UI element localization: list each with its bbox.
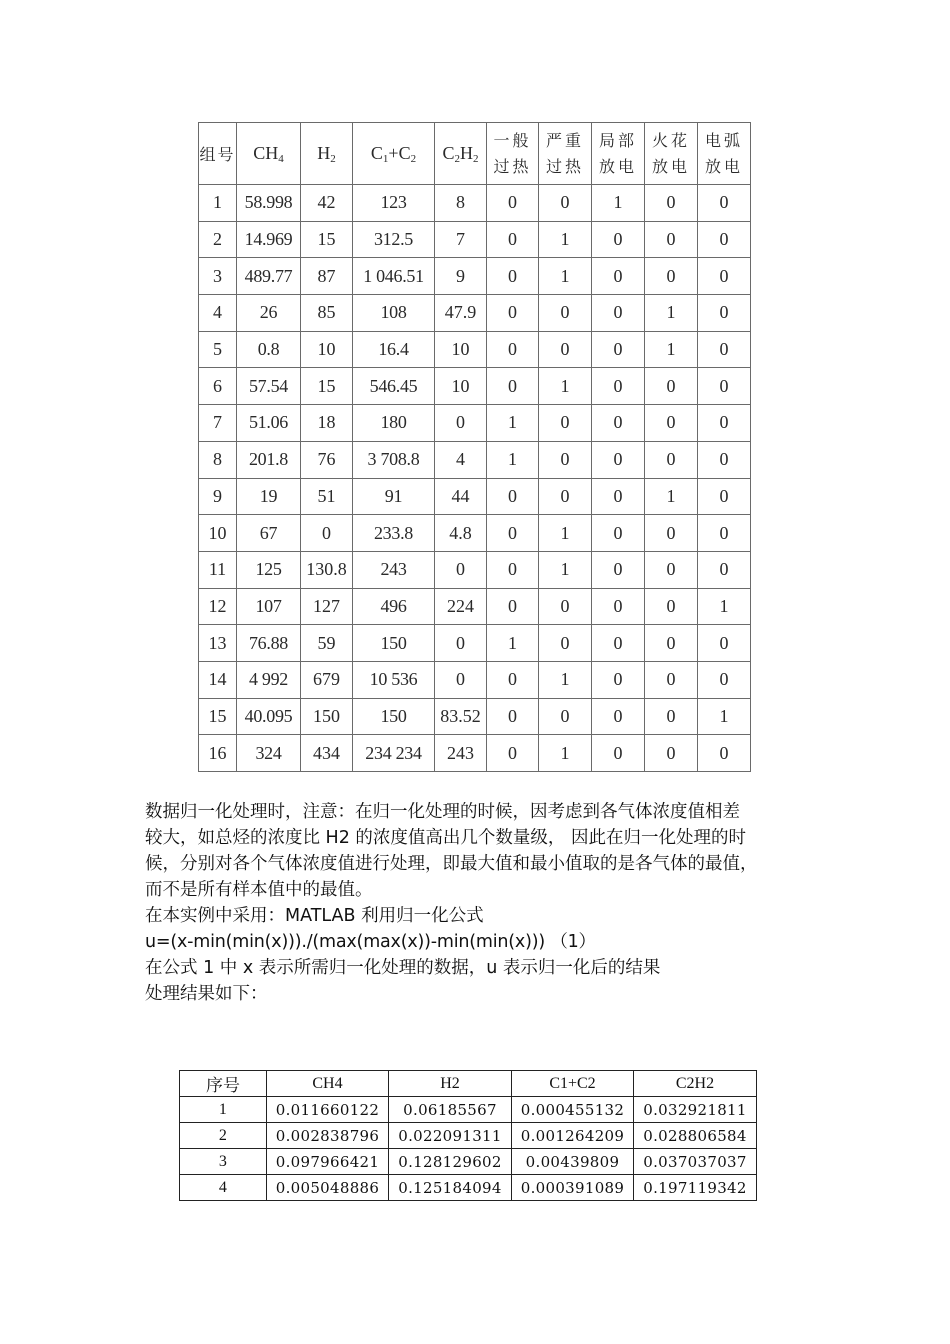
table-cell: 127 — [301, 588, 353, 625]
table-cell: 0 — [539, 405, 592, 442]
table-cell: 0 — [435, 661, 487, 698]
table-cell: 4.8 — [435, 515, 487, 552]
table-cell: 0 — [487, 515, 539, 552]
table-cell: 1 — [487, 441, 539, 478]
table-cell: 0 — [698, 368, 751, 405]
gas-table-row — [199, 735, 751, 772]
table-cell: 679 — [301, 661, 353, 698]
table-cell: 9 — [435, 258, 487, 295]
table-cell: 0 — [539, 185, 592, 222]
table-cell: 0 — [539, 478, 592, 515]
header-arc-discharge: 电弧 放电 — [698, 123, 751, 185]
table-cell: 0 — [645, 551, 698, 588]
table-cell: 4 — [435, 441, 487, 478]
table-cell: 0 — [592, 478, 645, 515]
gas-table-row — [199, 258, 751, 295]
table-cell: 4 — [199, 295, 237, 332]
table-cell: 0 — [698, 735, 751, 772]
table-cell: 107 — [237, 588, 301, 625]
table-cell: 0 — [592, 221, 645, 258]
table-cell: 1 — [645, 478, 698, 515]
table-cell: 0.000455132 — [512, 1097, 634, 1123]
table-cell: 0 — [698, 478, 751, 515]
table-cell: 76.88 — [237, 625, 301, 662]
table-cell: 1 — [539, 258, 592, 295]
table-cell: 87 — [301, 258, 353, 295]
table-cell: 0 — [435, 405, 487, 442]
table-cell: 0 — [645, 185, 698, 222]
table-cell: 40.095 — [237, 698, 301, 735]
table-cell: 0 — [698, 185, 751, 222]
table-cell: 10 — [199, 515, 237, 552]
normalized-result-table — [179, 1070, 757, 1201]
paragraph-line: 在本实例中采用：MATLAB 利用归一化公式 — [145, 906, 484, 926]
table-cell: 0 — [645, 515, 698, 552]
header-partial-discharge: 局部 放电 — [592, 123, 645, 185]
table-cell: 0 — [698, 405, 751, 442]
table-cell: 224 — [435, 588, 487, 625]
table-cell: 0 — [592, 625, 645, 662]
table-cell: 243 — [353, 551, 435, 588]
gas-table-row — [199, 551, 751, 588]
gas-table-row — [199, 221, 751, 258]
table-cell: 0.000391089 — [512, 1175, 634, 1201]
table-cell: 0 — [592, 551, 645, 588]
table-cell: 1 — [199, 185, 237, 222]
table-cell: 0 — [698, 221, 751, 258]
table-cell: 0 — [539, 698, 592, 735]
table-cell: 51 — [301, 478, 353, 515]
table-cell: 1 — [539, 515, 592, 552]
table-cell: 0 — [487, 295, 539, 332]
table-cell: 150 — [353, 698, 435, 735]
table-cell: 42 — [301, 185, 353, 222]
table-cell: 0.001264209 — [512, 1123, 634, 1149]
table-cell: 0.011660122 — [267, 1097, 389, 1123]
table-cell: 0 — [698, 258, 751, 295]
result-table-header-row — [180, 1071, 757, 1097]
table-cell: 0 — [487, 331, 539, 368]
table-cell: 7 — [435, 221, 487, 258]
table-cell: 0 — [698, 331, 751, 368]
header-general-overheat: 一般 过热 — [487, 123, 539, 185]
gas-table-row — [199, 661, 751, 698]
table-cell: 14.969 — [237, 221, 301, 258]
header-h2: $H_2$ — [301, 123, 353, 185]
table-cell: 47.9 — [435, 295, 487, 332]
table-cell: 0 — [698, 515, 751, 552]
table-cell: 91 — [353, 478, 435, 515]
gas-table-row — [199, 441, 751, 478]
header-c1c2: $C_1+C_2$ — [353, 123, 435, 185]
table-cell: 233.8 — [353, 515, 435, 552]
table-cell: 496 — [353, 588, 435, 625]
table-cell: 0 — [539, 331, 592, 368]
table-cell: 125 — [237, 551, 301, 588]
table-cell: 0.037037037 — [634, 1149, 757, 1175]
table-cell: 3 — [180, 1149, 267, 1175]
table-cell: 13 — [199, 625, 237, 662]
table-cell: 15 — [301, 221, 353, 258]
table-cell: 83.52 — [435, 698, 487, 735]
table-cell: 0 — [435, 551, 487, 588]
table-cell: 130.8 — [301, 551, 353, 588]
table-cell: 0 — [487, 258, 539, 295]
table-cell: 0 — [487, 551, 539, 588]
table-cell: 1 — [698, 588, 751, 625]
table-cell: 0 — [592, 405, 645, 442]
gas-table-body — [199, 185, 751, 772]
table-cell: 57.54 — [237, 368, 301, 405]
table-cell: 0 — [645, 221, 698, 258]
gas-table-row — [199, 295, 751, 332]
table-cell: 1 — [539, 368, 592, 405]
table-cell: 0 — [539, 441, 592, 478]
table-cell: 150 — [301, 698, 353, 735]
table-cell: 0 — [592, 661, 645, 698]
table-cell: 1 — [645, 295, 698, 332]
table-cell: 0 — [645, 405, 698, 442]
table-cell: 123 — [353, 185, 435, 222]
gas-table-row — [199, 405, 751, 442]
table-cell: 0 — [645, 625, 698, 662]
table-cell: 15 — [301, 368, 353, 405]
table-cell: 0 — [487, 185, 539, 222]
table-cell: 0.128129602 — [389, 1149, 512, 1175]
table-cell: 1 — [180, 1097, 267, 1123]
table-cell: 324 — [237, 735, 301, 772]
table-cell: 0.032921811 — [634, 1097, 757, 1123]
table-cell: 10 — [435, 368, 487, 405]
table-cell: 0 — [592, 515, 645, 552]
result-table-row — [180, 1175, 757, 1201]
header-severe-overheat: 严重 过热 — [539, 123, 592, 185]
table-cell: 0.8 — [237, 331, 301, 368]
table-cell: 1 — [487, 625, 539, 662]
result-table-row — [180, 1123, 757, 1149]
table-cell: 434 — [301, 735, 353, 772]
table-cell: 0 — [592, 295, 645, 332]
table-cell: 85 — [301, 295, 353, 332]
table-cell: 0.022091311 — [389, 1123, 512, 1149]
table-cell: 1 — [539, 661, 592, 698]
table-cell: 0 — [539, 295, 592, 332]
paragraph-line: 较大，如总烃的浓度比 H2 的浓度值高出几个数量级， 因此在归一化处理的时 — [145, 828, 746, 848]
table-cell: 0.097966421 — [267, 1149, 389, 1175]
table-cell: 489.77 — [237, 258, 301, 295]
table-cell: 0 — [539, 588, 592, 625]
table-cell: 44 — [435, 478, 487, 515]
table-cell: 0 — [645, 735, 698, 772]
table-cell: 546.45 — [353, 368, 435, 405]
table-cell: 0 — [487, 221, 539, 258]
table-cell: 1 — [539, 221, 592, 258]
table-cell: 0.00439809 — [512, 1149, 634, 1175]
table-cell: 0 — [301, 515, 353, 552]
table-cell: 8 — [199, 441, 237, 478]
gas-table-row — [199, 625, 751, 662]
table-cell: 8 — [435, 185, 487, 222]
table-cell: 0 — [487, 478, 539, 515]
table-cell: 3 — [199, 258, 237, 295]
table-cell: 67 — [237, 515, 301, 552]
table-cell: 0.06185567 — [389, 1097, 512, 1123]
table-cell: 1 — [539, 551, 592, 588]
table-cell: 19 — [237, 478, 301, 515]
header-h2: H2 — [389, 1071, 512, 1097]
table-cell: 76 — [301, 441, 353, 478]
table-cell: 0 — [645, 661, 698, 698]
table-cell: 0 — [645, 698, 698, 735]
table-cell: 243 — [435, 735, 487, 772]
gas-table-row — [199, 185, 751, 222]
table-cell: 5 — [199, 331, 237, 368]
table-cell: 0 — [592, 331, 645, 368]
table-cell: 58.998 — [237, 185, 301, 222]
header-index: 序号 — [180, 1071, 267, 1097]
table-cell: 1 — [592, 185, 645, 222]
normalization-formula: u=(x-min(min(x)))./(max(max(x))-min(min(x))) （1） — [145, 932, 596, 952]
table-cell: 0 — [645, 258, 698, 295]
table-cell: 1 046.51 — [353, 258, 435, 295]
table-cell: 0 — [487, 661, 539, 698]
header-ch4: CH4 — [267, 1071, 389, 1097]
table-cell: 18 — [301, 405, 353, 442]
table-cell: 0 — [698, 625, 751, 662]
table-cell: 2 — [199, 221, 237, 258]
table-cell: 10 — [435, 331, 487, 368]
table-cell: 4 — [180, 1175, 267, 1201]
table-cell: 0 — [592, 698, 645, 735]
table-cell: 16 — [199, 735, 237, 772]
table-cell: 0 — [645, 588, 698, 625]
gas-table-header-row — [199, 123, 751, 185]
result-table-row — [180, 1149, 757, 1175]
table-cell: 0.002838796 — [267, 1123, 389, 1149]
table-cell: 0 — [592, 735, 645, 772]
table-cell: 10 536 — [353, 661, 435, 698]
table-cell: 0 — [698, 295, 751, 332]
table-cell: 150 — [353, 625, 435, 662]
header-c2h2: C2H2 — [634, 1071, 757, 1097]
result-table-body — [180, 1097, 757, 1201]
table-cell: 51.06 — [237, 405, 301, 442]
table-cell: 15 — [199, 698, 237, 735]
table-cell: 0 — [698, 441, 751, 478]
table-cell: 0 — [592, 368, 645, 405]
table-cell: 0 — [539, 625, 592, 662]
paragraph-line: 而不是所有样本值中的最值。 — [145, 880, 373, 900]
header-ch4: $CH_4$ — [237, 123, 301, 185]
header-c1c2: C1+C2 — [512, 1071, 634, 1097]
gas-fault-table — [198, 122, 751, 772]
header-spark-discharge: 火花 放电 — [645, 123, 698, 185]
table-cell: 0 — [487, 735, 539, 772]
table-cell: 2 — [180, 1123, 267, 1149]
table-cell: 108 — [353, 295, 435, 332]
table-cell: 0 — [435, 625, 487, 662]
table-cell: 3 708.8 — [353, 441, 435, 478]
table-cell: 4 992 — [237, 661, 301, 698]
table-cell: 0 — [487, 588, 539, 625]
table-cell: 201.8 — [237, 441, 301, 478]
table-cell: 234 234 — [353, 735, 435, 772]
table-cell: 16.4 — [353, 331, 435, 368]
table-cell: 1 — [645, 331, 698, 368]
paragraph-line: 处理结果如下： — [145, 984, 268, 1004]
table-cell: 0.005048886 — [267, 1175, 389, 1201]
header-c2h2: $C_2H_2$ — [435, 123, 487, 185]
table-cell: 0 — [645, 441, 698, 478]
table-cell: 180 — [353, 405, 435, 442]
gas-table-row — [199, 368, 751, 405]
table-cell: 0 — [698, 551, 751, 588]
table-cell: 0 — [487, 368, 539, 405]
gas-table-row — [199, 515, 751, 552]
table-cell: 14 — [199, 661, 237, 698]
table-cell: 1 — [698, 698, 751, 735]
gas-table-row — [199, 588, 751, 625]
table-cell: 1 — [487, 405, 539, 442]
result-table-row — [180, 1097, 757, 1123]
table-cell: 0 — [592, 588, 645, 625]
table-cell: 9 — [199, 478, 237, 515]
table-cell: 0.125184094 — [389, 1175, 512, 1201]
table-cell: 0 — [698, 661, 751, 698]
table-cell: 0.028806584 — [634, 1123, 757, 1149]
gas-table-row — [199, 478, 751, 515]
table-cell: 26 — [237, 295, 301, 332]
table-cell: 0 — [487, 698, 539, 735]
table-cell: 11 — [199, 551, 237, 588]
header-group-no: 组号 — [199, 123, 237, 185]
table-cell: 10 — [301, 331, 353, 368]
paragraph-line: 数据归一化处理时，注意：在归一化处理的时候，因考虑到各气体浓度值相差 — [145, 802, 740, 822]
normalization-description — [145, 799, 825, 1007]
paragraph-line: 在公式 1 中 x 表示所需归一化处理的数据，u 表示归一化后的结果 — [145, 958, 661, 978]
table-cell: 59 — [301, 625, 353, 662]
table-cell: 0.197119342 — [634, 1175, 757, 1201]
table-cell: 7 — [199, 405, 237, 442]
table-cell: 1 — [539, 735, 592, 772]
table-cell: 6 — [199, 368, 237, 405]
gas-table-row — [199, 331, 751, 368]
table-cell: 312.5 — [353, 221, 435, 258]
table-cell: 0 — [645, 368, 698, 405]
paragraph-line: 候，分别对各个气体浓度值进行处理，即最大值和最小值取的是各气体的最值， — [145, 854, 758, 874]
table-cell: 0 — [592, 258, 645, 295]
gas-table-row — [199, 698, 751, 735]
table-cell: 12 — [199, 588, 237, 625]
table-cell: 0 — [592, 441, 645, 478]
